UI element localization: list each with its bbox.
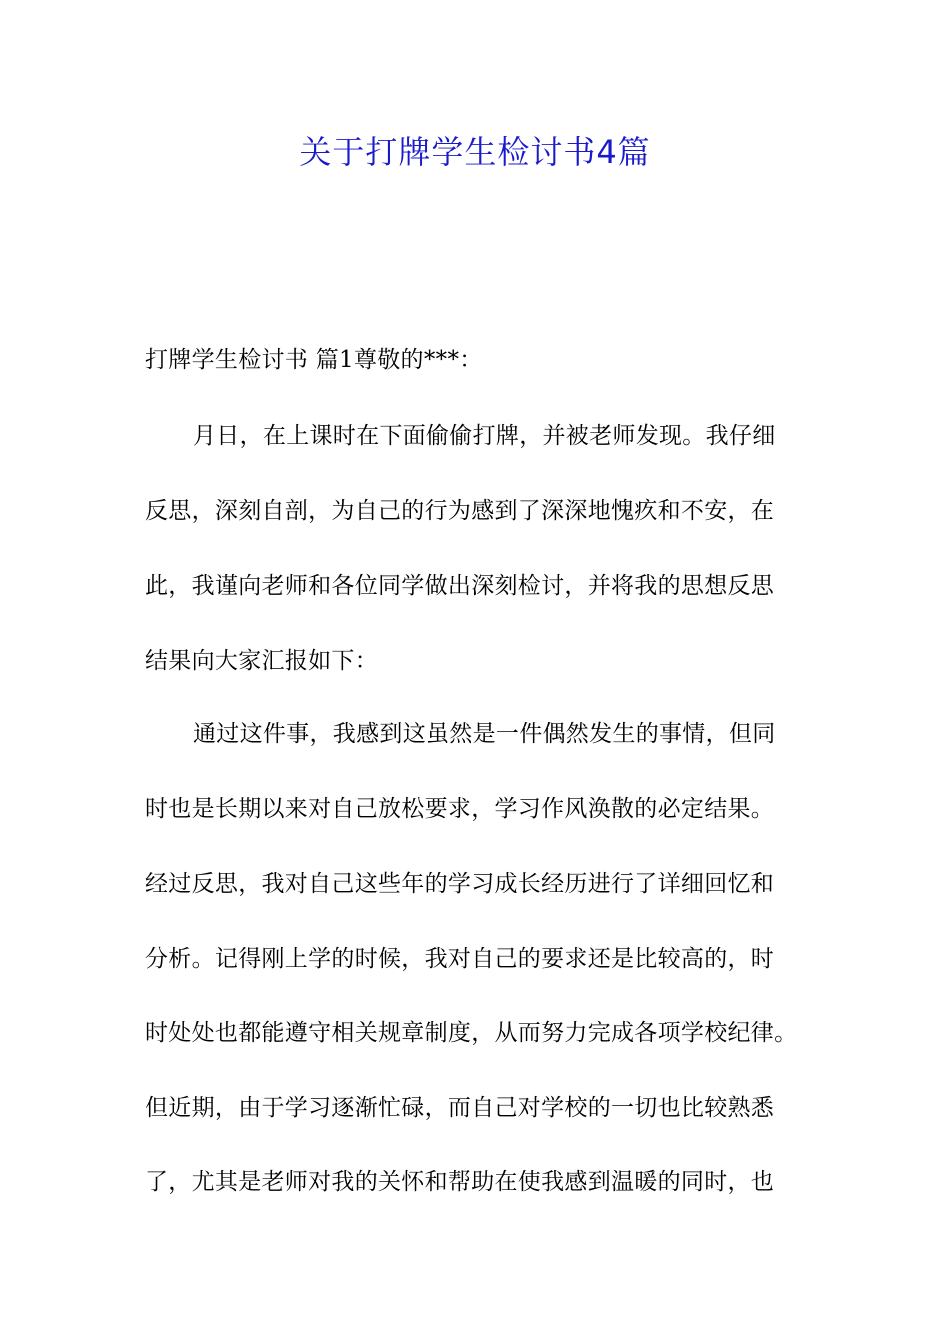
body-line: 此，我谨向老师和各位同学做出深刻检讨，并将我的思想反思 <box>145 573 775 599</box>
body-line: 反思，深刻自剖，为自己的行为感到了深深地愧疚和不安，在 <box>145 498 775 524</box>
body-line: 了，尤其是老师对我的关怀和帮助在使我感到温暖的同时，也 <box>145 1169 775 1195</box>
body-line: 分析。记得刚上学的时候，我对自己的要求还是比较高的，时 <box>145 946 775 972</box>
body-line: 经过反思，我对自己这些年的学习成长经历进行了详细回忆和 <box>145 871 775 897</box>
body-line: 但近期，由于学习逐渐忙碌，而自己对学校的一切也比较熟悉 <box>145 1095 775 1121</box>
body-line: 月日，在上课时在下面偷偷打牌，并被老师发现。我仔细 <box>193 423 776 449</box>
document-title: 关于打牌学生检讨书4篇 <box>299 133 651 171</box>
body-line: 打牌学生检讨书 篇1尊敬的***： <box>145 347 483 373</box>
body-line: 结果向大家汇报如下： <box>145 648 378 674</box>
body-line: 通过这件事，我感到这虽然是一件偶然发生的事情，但同 <box>193 721 776 747</box>
body-line: 时处处也都能遵守相关规章制度，从而努力完成各项学校纪律。 <box>145 1020 798 1046</box>
body-line: 时也是长期以来对自己放松要求，学习作风涣散的必定结果。 <box>145 796 775 822</box>
